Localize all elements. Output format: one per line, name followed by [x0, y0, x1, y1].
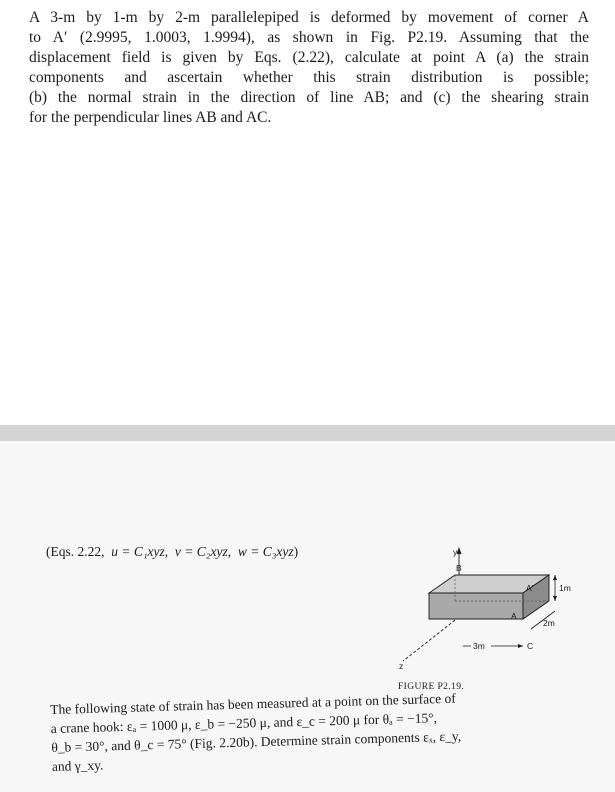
dimension-arrow-icon [553, 575, 557, 580]
point-c-label: C [527, 641, 534, 651]
figure-caption: FIGURE P2.19. [398, 682, 465, 692]
y-axis-arrow-icon [457, 547, 462, 554]
page-divider-band [0, 425, 615, 441]
equations-line: (Eqs. 2.22, u = C₁xyz, v = C₂xyz, w = C₃xyz) [46, 544, 299, 559]
problem-1-line: to A′ (2.9995, 1.0003, 1.9994), as shown in Fig. P2.19. Assuming that the [29, 29, 589, 46]
equations-suffix: ) [293, 544, 299, 559]
height-dimension-label: 1m [559, 583, 571, 593]
problem-2-line: The following state of strain has been measured at a point on the surface of [50, 690, 456, 717]
problem-2-line: a crane hook: εₐ = 1000 μ, ε_b = −250 μ, and ε_c = 200 μ for θₐ = −15°, [50, 710, 438, 736]
point-a-label: A [511, 611, 517, 621]
problem-2-text [50, 685, 572, 775]
front-face [429, 593, 523, 619]
z-axis-label: z [399, 661, 404, 671]
dimension-arrow-icon [553, 596, 557, 601]
length-dimension-label: 3m [473, 641, 485, 651]
equation-w: w = C₃xyz [237, 544, 294, 559]
problem-1-line: A 3-m by 1-m by 2-m parallelepiped is deformed by movement of corner A [29, 9, 589, 26]
point-b-label: B [456, 563, 462, 573]
equations-prefix: (Eqs. 2.22, [46, 544, 105, 559]
depth-dimension-label: 2m [543, 618, 555, 628]
equation-v: v = C₂xyz [174, 544, 228, 559]
y-axis-label: y [453, 547, 458, 557]
problem-2-line: θ_b = 30°, and θ_c = 75° (Fig. 2.20b). Determine strain components εₓ, ε_y, [51, 728, 462, 755]
problem-1-line: components and ascertain whether this strain distribution is possible; [29, 69, 589, 86]
problem-1-line: (b) the normal strain in the direction of line AB; and (c) the shearing strain [29, 89, 589, 106]
z-axis-line [403, 617, 459, 661]
dimension-arrow-icon [518, 644, 523, 648]
problem-1-text [29, 8, 589, 128]
problem-1-line: for the perpendicular lines AB and AC. [29, 109, 272, 126]
equation-u: u = C₁xyz [111, 544, 165, 559]
parallelepiped-figure [395, 545, 585, 677]
problem-1-line: displacement field is given by Eqs. (2.22), calculate at point A (a) the strain [29, 49, 589, 66]
point-a-prime-label: A′ [526, 583, 534, 593]
problem-2-line: and γ_xy. [51, 757, 104, 774]
